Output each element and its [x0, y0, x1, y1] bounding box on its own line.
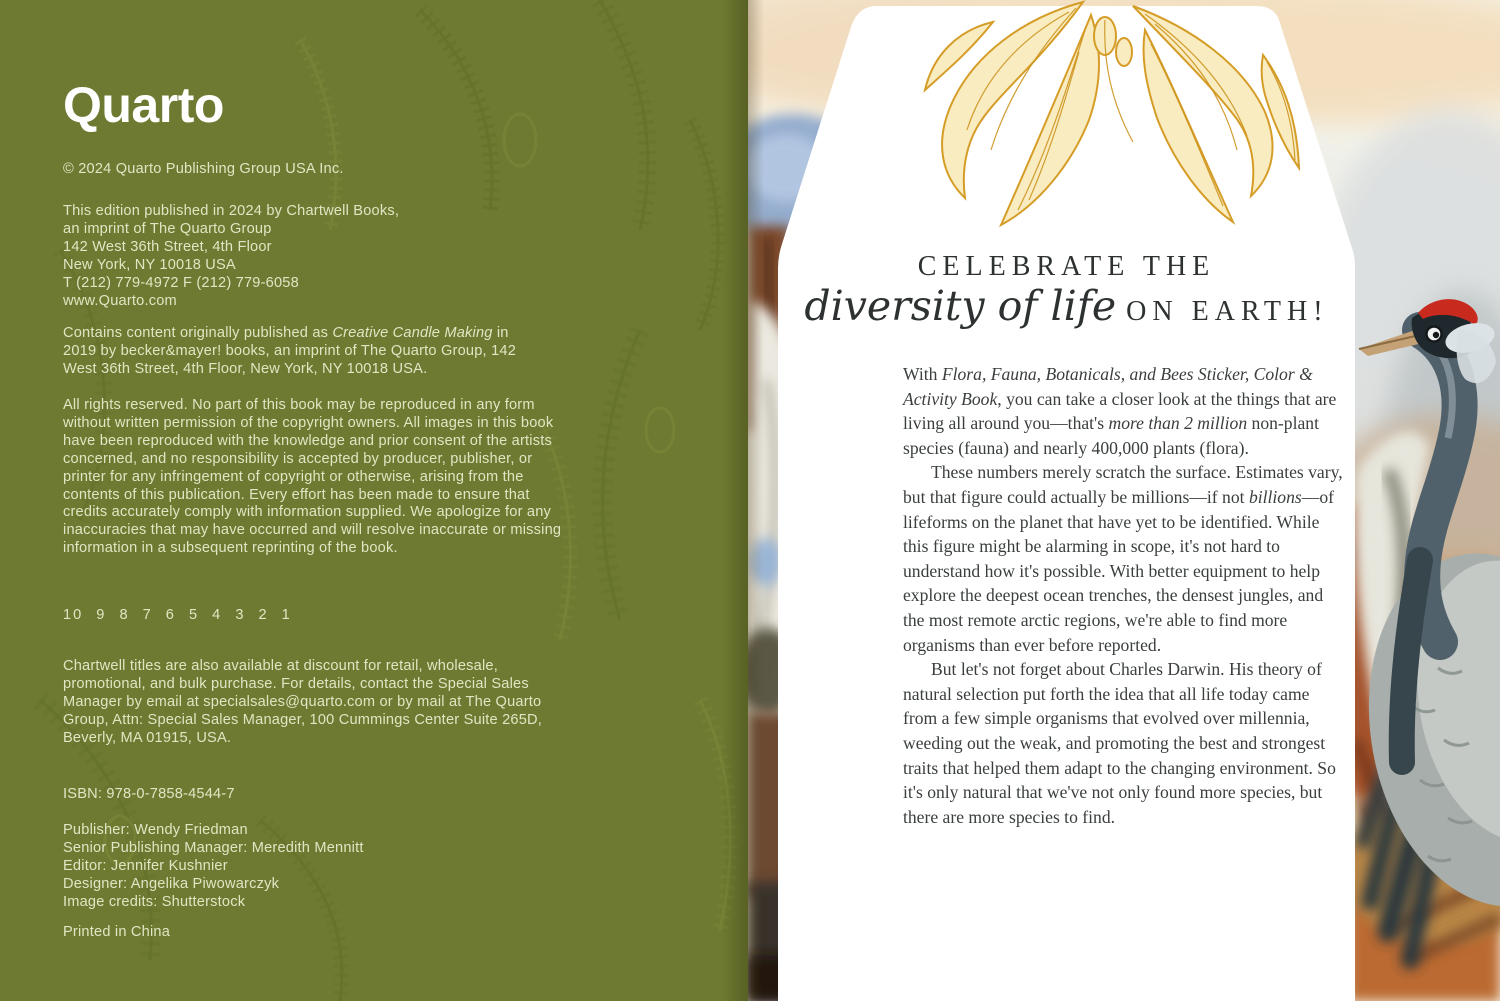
introduction-page [748, 0, 1500, 1001]
paragraph: These numbers merely scratch the surface. Estimates vary, but that figure could actually be millions—if not billions—of lifeforms on the planet that have yet to be identified. While this figure might be alarming in scope, it's not hard to understand how it's possible. With better equipment to help explore the deepest ocean trenches, the densest jungles, and the most remote arctic regions, we're able to find more organisms than ever before reported. [903, 462, 1343, 655]
rights-paragraph: All rights reserved. No part of this book may be reproduced in any form without written permission of the copyright owners. All images in this book have been reproduced with the knowledge and prior consent of the artists concerned, and no responsibility is accepted by producer, publisher, or printer for any infringement of copyright or otherwise, arising from the contents of this publication. Every effort has been made to ensure that credits accurately comply with information supplied. We apologize for any inaccuracies that may have occurred and will resolve inaccurate or missing information in a subsequent reprinting of the book. [63, 397, 562, 557]
edition-address-block: This edition published in 2024 by Chartwell Books, an imprint of The Quarto Group 142 West 36th Street, 4th Floor New York, NY 10018 USA T (212) 779-4972 F (212) 779-6058 www.Quarto.com [63, 203, 400, 309]
printed-in-line: Printed in China [63, 924, 171, 940]
heading-celebrate: CELEBRATE THE [917, 251, 1216, 282]
heading-on-earth: ON EARTH! [1126, 296, 1329, 327]
credits-block: Publisher: Wendy Friedman Senior Publishing Manager: Meredith Mennitt Editor: Jennifer Kushnier Designer: Angelika Piwowarczyk Image credits: Shutterstock [63, 822, 364, 910]
gold-flourish-ornament [748, 0, 1500, 260]
print-run-numbers: 10 9 8 7 6 5 4 3 2 1 [63, 607, 292, 623]
isbn-line: ISBN: 978-0-7858-4544-7 [63, 786, 235, 802]
paragraph: But let's not forget about Charles Darwin. His theory of natural selection put forth the idea that all life today came from a few simple organisms that evolved over millennia, weeding out the weak, and promoting the best and strongest traits that helped them adapt to the changing environment. So it's only natural that we've not only found more species, but there are more species to find. [903, 659, 1336, 827]
heading-script-text: diversity of life [804, 282, 1117, 330]
heading-diversity-line [778, 282, 1355, 330]
quarto-logo: Quarto [63, 77, 224, 133]
page-gutter-shadow [748, 0, 764, 1001]
special-sales-paragraph: Chartwell titles are also available at discount for retail, wholesale, promotional, and bulk purchase. For details, contact the Special Sales Manager by email at specialsales@quarto.com or by mail at The Quarto Group, Attn: Special Sales Manager, 100 Cummings Center Suite 265D, Beverly, MA 01915, USA. [63, 658, 543, 746]
copyright-line: © 2024 Quarto Publishing Group USA Inc. [63, 161, 344, 177]
copyright-page [0, 0, 748, 1001]
paragraph: With Flora, Fauna, Botanicals, and Bees Sticker, Color & Activity Book, you can take a closer look at the things that are living all around you—that's more than 2 million non-plant species (fauna) and nearly 400,000 plants (flora). [903, 364, 1337, 458]
introduction-body [903, 362, 1343, 829]
page-gutter-shadow [722, 0, 748, 1001]
contains-content-paragraph: Contains content originally published as Creative Candle Making in 2019 by becker&mayer! books, an imprint of The Quarto Group, 142 West 36th Street, 4th Floor, New York, NY 10018 USA. [63, 325, 517, 377]
